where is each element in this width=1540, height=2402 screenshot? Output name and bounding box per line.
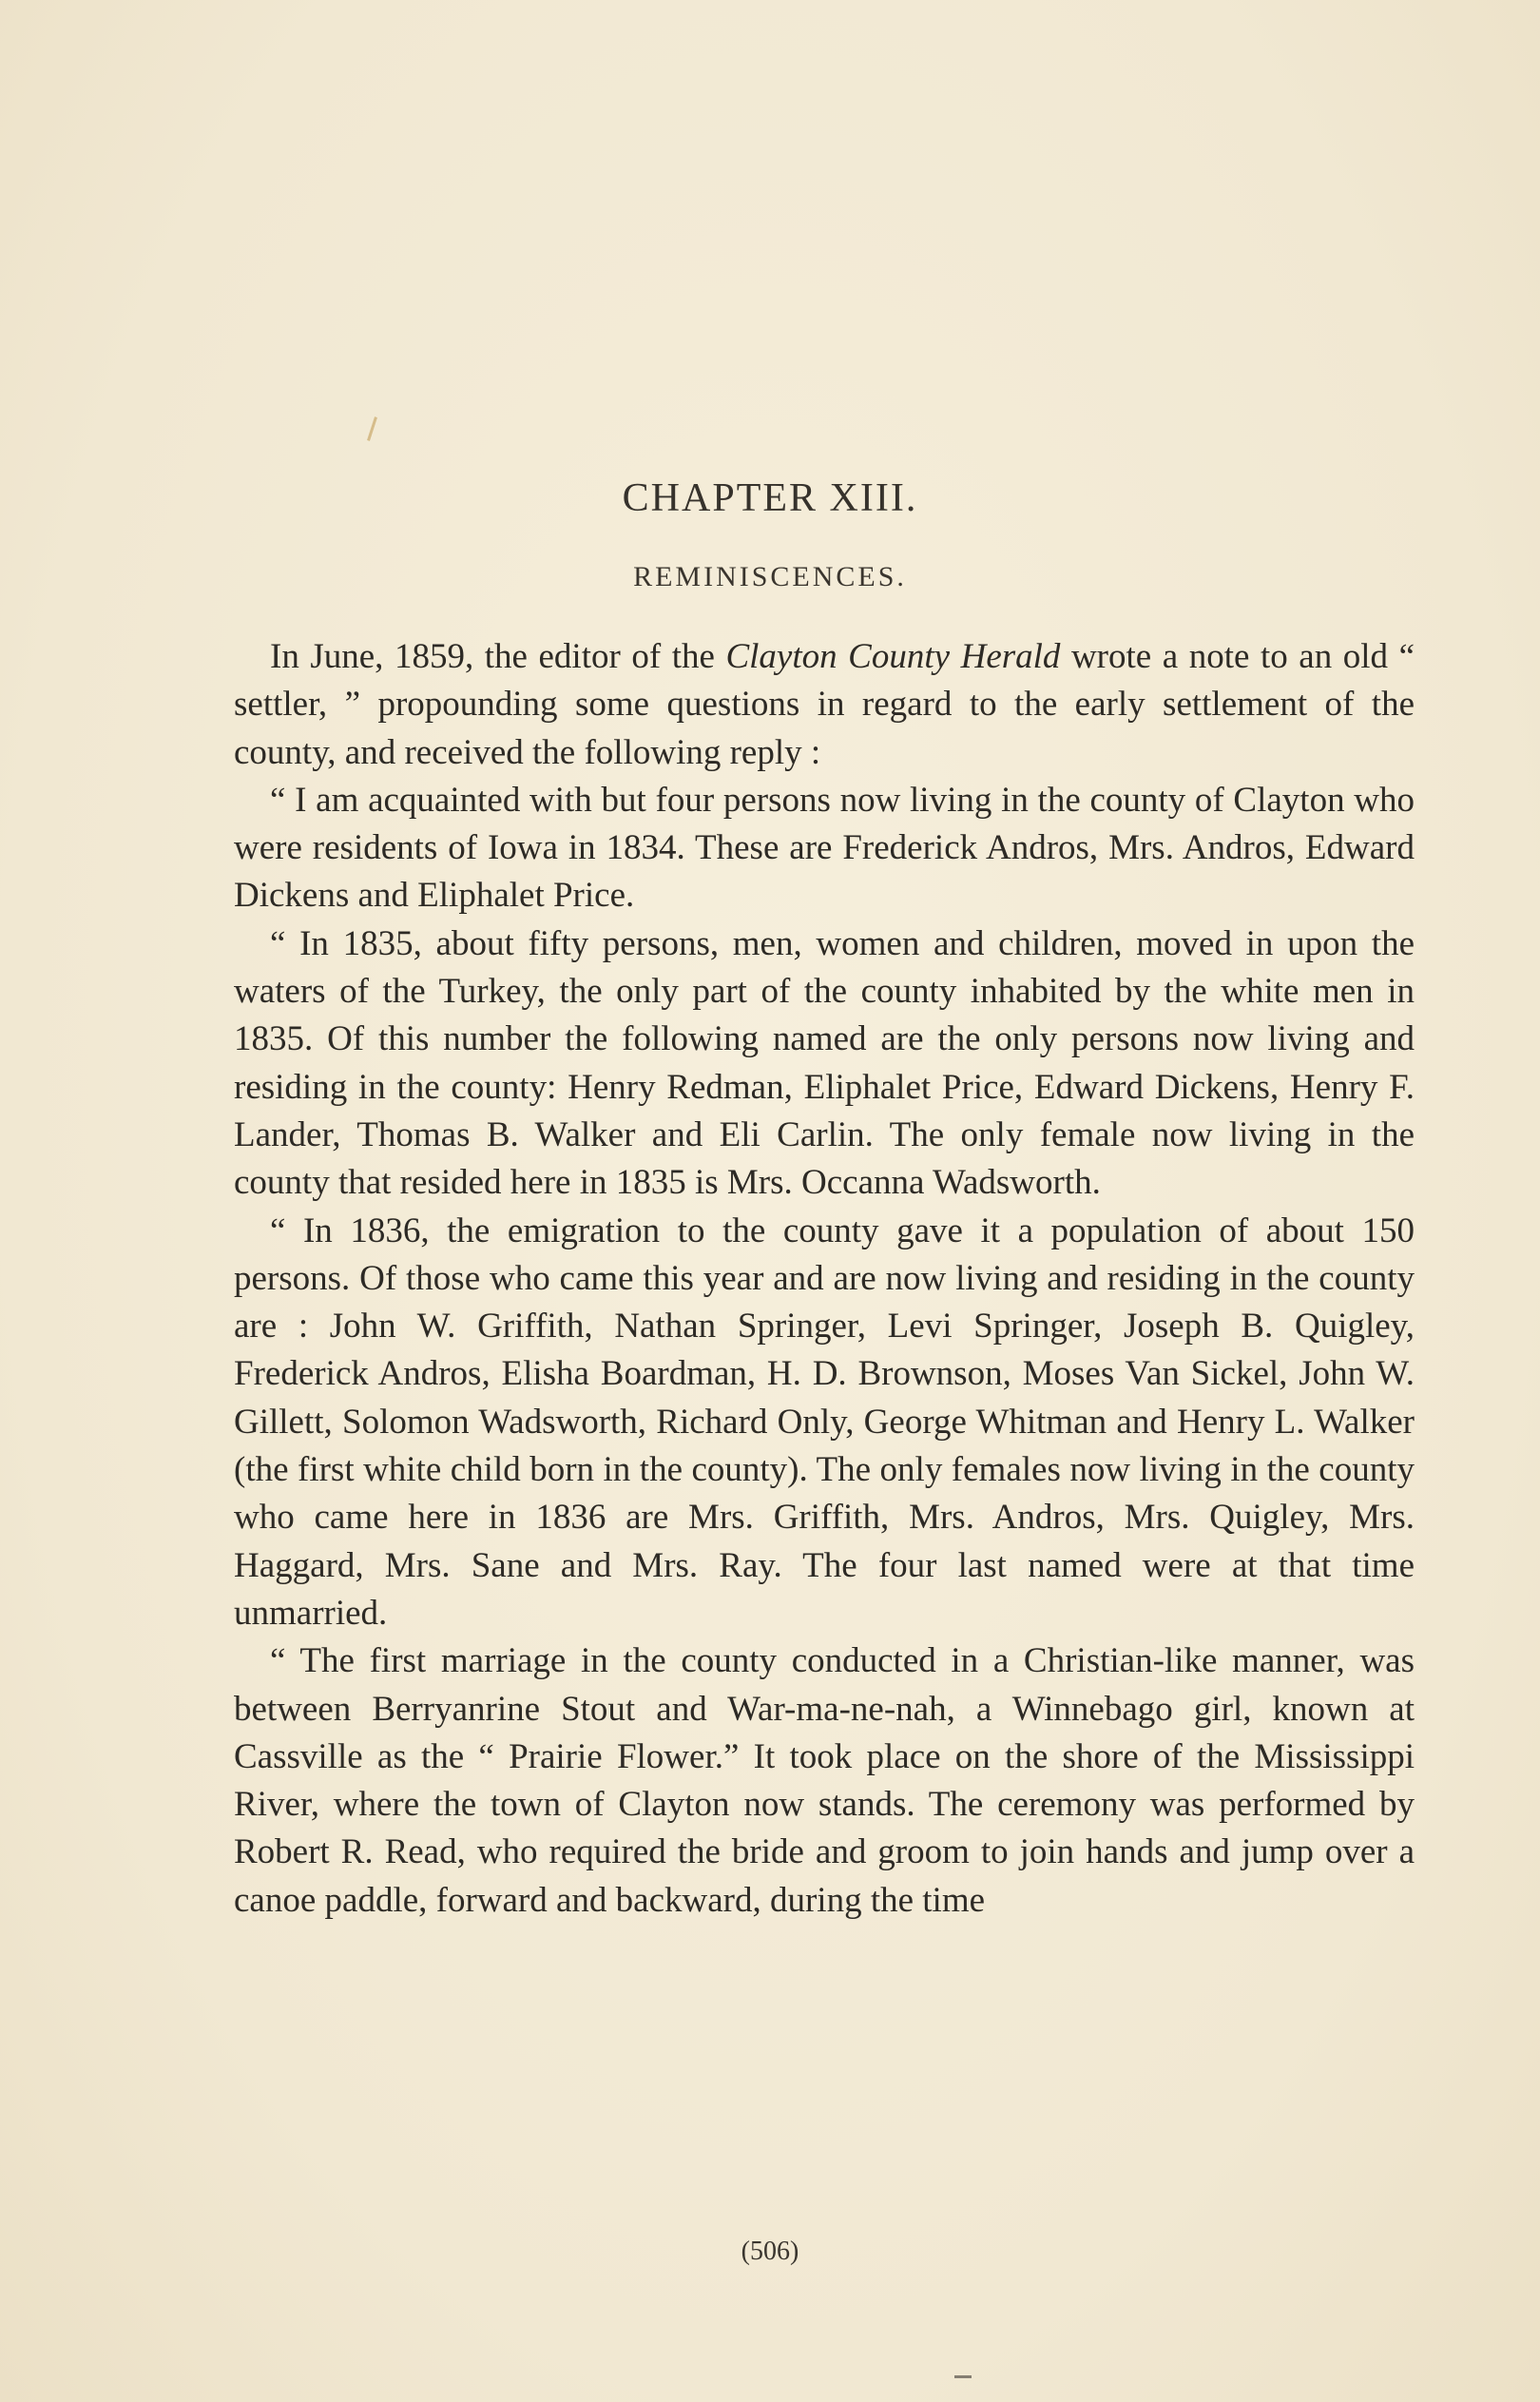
newspaper-title: Clayton County Herald — [725, 637, 1061, 676]
chapter-title: CHAPTER XIII. — [622, 476, 918, 520]
paragraph-1 — [234, 633, 1415, 777]
paragraph-1-lead: In June, 1859, the editor of the — [270, 637, 726, 676]
body-text — [234, 633, 1415, 1925]
paragraph-4: “ In 1836, the emigration to the county gave it a population of about 150 persons. Of those who came this year and are now living and residing in the county are : John W. Griffith, Nathan Springer, Levi Springer, Joseph B. Quigley, Frederick Andros, Elisha Boardman, H. D. Brownson, Moses Van Sickel, John W. Gillett, Solomon Wadsworth, Richard Only, George Whitman and Henry L. Walker (the first white child born in the county). The only females now living in the county who came here in 1836 are Mrs. Griffith, Mrs. Andros, Mrs. Quigley, Mrs. Haggard, Mrs. Sane and Mrs. Ray. The four last named were at that time unmarried. — [234, 1211, 1415, 1633]
section-title: REMINISCENCES. — [633, 561, 907, 592]
paragraph-2: “ I am acquainted with but four persons now living in the county of Clayton who were residents of Iowa in 1834. These are Frederick Andros, Mrs. Andros, Edward Dickens and Eliphalet Price. — [234, 780, 1415, 916]
page-number: (506) — [741, 2237, 799, 2266]
stray-ink-mark — [367, 416, 377, 441]
bottom-ink-mark — [954, 2375, 972, 2378]
paragraph-5: “ The first marriage in the county conducted in a Christian-like manner, was between Berryanrine Stout and War-ma-ne-nah, a Winnebago girl, known at Cassville as the “ Prairie Flower.” It took place on the shore of the Mississippi River, where the town of Clayton now stands. The ceremony was performed by Robert R. Read, who required the bride and groom to join hands and jump over a canoe paddle, forward and backward, during the time — [234, 1641, 1415, 1920]
paragraph-1-rest: wrote a note to an old “ settler, ” propounding some questions in regard to the early settlement of the county, and received the following reply : — [234, 637, 1415, 772]
paragraph-3: “ In 1835, about fifty persons, men, women and children, moved in upon the waters of the Turkey, the only part of the county inhabited by the white men in 1835. Of this number the following named are the only persons now living and residing in the county: Henry Redman, Eliphalet Price, Edward Dickens, Henry F. Lander, Thomas B. Walker and Eli Carlin. The only female now living in the county that resided here in 1835 is Mrs. Occanna Wadsworth. — [234, 923, 1415, 1203]
